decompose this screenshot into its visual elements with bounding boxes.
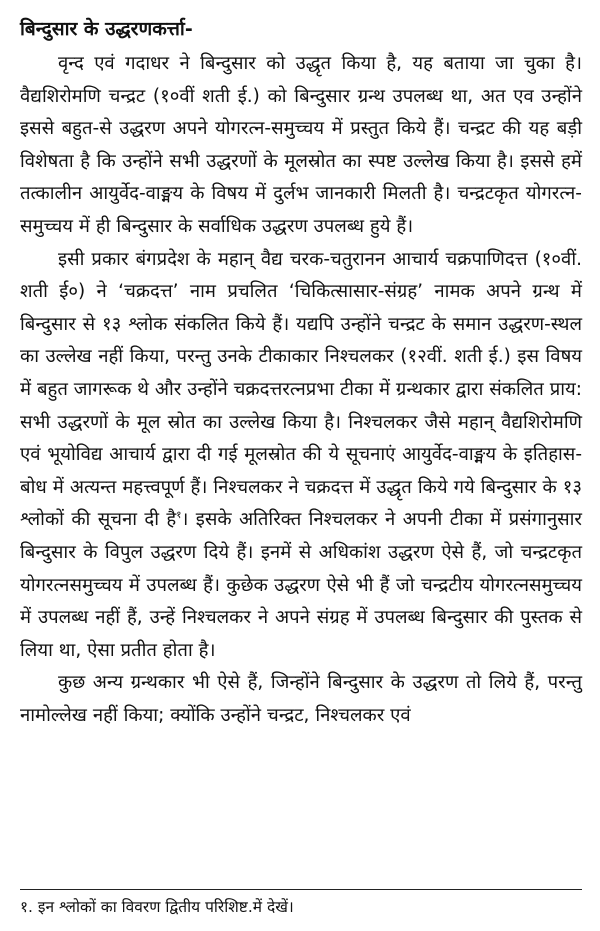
paragraph-1: वृन्द एवं गदाधर ने बिन्दुसार को उद्धृत किया है, यह बताया जा चुका है। वैद्यशिरोमणि चन्द्रट (१०वीं शती ई.) को बिन्दुसार ग्रन्थ उपलब्ध था, अत एव उन्होंने इससे बहुत-से उद्धरण अपने योगरत्न-समुच्चय में प्रस्तुत किये हैं। चन्द्रट की यह बड़ी विशेषता है कि उन्होंने सभी उद्धरणों के मूलस्रोत का स्पष्ट उल्लेख किया है। इससे हमें तत्कालीन आयुर्वेद-वाङ्मय के विषय में दुर्लभ जानकारी मिलती है। चन्द्रटकृत योगरत्न-समुच्चय में ही बिन्दुसार के सर्वाधिक उद्धरण उपलब्ध हुये हैं। — [20, 53, 582, 237]
footnote-reference[interactable]: १ — [176, 510, 182, 522]
paragraph-2-text: इसी प्रकार बंगप्रदेश के महान् वैद्य चरक-चतुरानन आचार्य चक्रपाणिदत्त (१०वीं. शती ई०) ने ‘चक्रदत्त’ नाम प्रचलित ‘चिकित्सासार-संग्रह’ नामक अपने ग्रन्थ में बिन्दुसार से १३ श्लोक संकलित किये हैं। यद्यपि उन्होंने चन्द्रट के समान उद्धरण-स्थल का उल्लेख नहीं किया, परन्तु उनके टीकाकार निश्चलकर (१२वीं. शती ई.) इस विषय में बहुत जागरूक थे और उन्होंने चक्रदत्तरत्नप्रभा टीका में ग्रन्थकार द्वारा संकलित प्राय: सभी उद्धरणों के मूल स्रोत का उल्लेख किया है। निश्चलकर जैसे महान् वैद्यशिरोमणि एवं भूयोविद्य आचार्य द्वारा दी गई मूलस्रोत की ये सूचनाएं आयुर्वेद-वाङ्मय के इतिहास-बोध में अत्यन्त महत्त्वपूर्ण हैं। निश्चलकर ने चक्रदत्त में उद्धृत किये गये बिन्दुसार के १३ श्लोकों की सूचना दी है — [20, 248, 582, 531]
section-heading: बिन्दुसार के उद्धरणकर्त्ता- — [20, 18, 193, 40]
paragraph-3: कुछ अन्य ग्रन्थकार भी ऐसे हैं, जिन्होंने बिन्दुसार के उद्धरण तो लिये हैं, परन्तु नामोल्लेख नहीं किया; क्योंकि उन्होंने चन्द्रट, निश्चलकर एवं — [20, 672, 582, 726]
footnote-text: १. इन श्लोकों का विवरण द्वितीय परिशिष्ट.में देखें। — [20, 898, 294, 916]
footnote-divider — [20, 889, 582, 890]
paragraph-2 — [20, 244, 582, 668]
paragraph-2-tail: । इसके अतिरिक्त निश्चलकर ने अपनी टीका में प्रसंगानुसार बिन्दुसार के विपुल उद्धरण दिये हैं। इनमें से अधिकांश उद्धरण ऐसे हैं, जो चन्द्रटकृत योगरत्नसमुच्चय में उपलब्ध हैं। कुछेक उद्धरण ऐसे भी हैं जो चन्द्रटीय योगरत्नसमुच्चय में उपलब्ध नहीं हैं, उन्हें निश्चलकर ने अपने संग्रह में उपलब्ध बिन्दुसार की पुस्तक से लिया था, ऐसा प्रतीत होता है। — [20, 509, 582, 661]
